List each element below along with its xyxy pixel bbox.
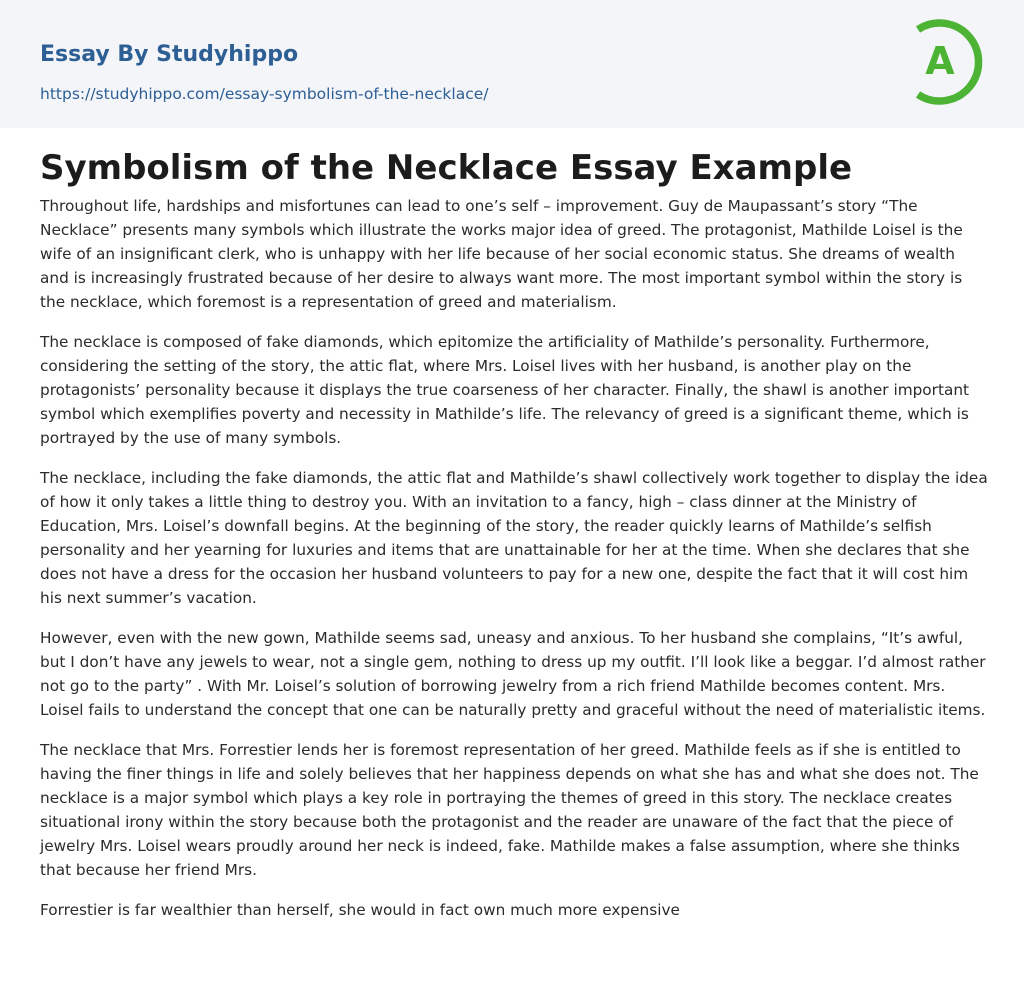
studyhippo-logo[interactable]: [912, 19, 986, 105]
essay-paragraph: The necklace is composed of fake diamonds, which epitomize the artificiality of Mathilde’s personality. Furthermore, considering the setting of the story, the attic flat, where Mrs. Loisel lives with her husband, is another play on the protagonists’ personality because it displays the true coarseness of her character. Finally, the shawl is another important symbol which exemplifies poverty and necessity in Mathilde’s life. The relevancy of greed is a significant theme, which is portrayed by the use of many symbols.: [40, 333, 970, 447]
essay-paragraph: Forrestier is far wealthier than herself, she would in fact own much more expensive: [40, 901, 680, 919]
essay-body: [40, 194, 988, 938]
logo-letter: A: [925, 39, 955, 83]
site-header: [0, 0, 1024, 128]
essay-paragraph: Throughout life, hardships and misfortunes can lead to one’s self – improvement. Guy de Maupassant’s story “The Necklace” presents many symbols which illustrate the works major idea of greed. The protagonist, Mathilde Loisel is the wife of an insignificant clerk, who is unhappy with her life because of her social economic status. She dreams of wealth and is increasingly frustrated because of her desire to always want more. The most important symbol within the story is the necklace, which foremost is a representation of greed and materialism.: [40, 197, 963, 311]
page-title: Symbolism of the Necklace Essay Example: [40, 148, 853, 188]
essay-paragraph: However, even with the new gown, Mathilde seems sad, uneasy and anxious. To her husband she complains, “It’s awful, but I don’t have any jewels to wear, not a single gem, nothing to dress up my outfit. I’ll look like a beggar. I’d almost rather not go to the party” . With Mr. Loisel’s solution of borrowing jewelry from a rich friend Mathilde becomes content. Mrs. Loisel fails to understand the concept that one can be naturally pretty and graceful without the need of materialistic items.: [40, 629, 986, 719]
page-url-link[interactable]: https://studyhippo.com/essay-symbolism-of-the-necklace/: [40, 85, 489, 103]
essay-paragraph: The necklace, including the fake diamonds, the attic flat and Mathilde’s shawl collectively work together to display the idea of how it only takes a little thing to destroy you. With an invitation to a fancy, high – class dinner at the Ministry of Education, Mrs. Loisel’s downfall begins. At the beginning of the story, the reader quickly learns of Mathilde’s selfish personality and her yearning for luxuries and items that are unattainable for her at the time. When she declares that she does not have a dress for the occasion her husband volunteers to pay for a new one, despite the fact that it will cost him his next summer’s vacation.: [40, 469, 988, 607]
essay-paragraph: The necklace that Mrs. Forrestier lends her is foremost representation of her greed. Mathilde feels as if she is entitled to having the finer things in life and solely believes that her happiness depends on what she has and what she does not. The necklace is a major symbol which plays a key role in portraying the themes of greed in this story. The necklace creates situational irony within the story because both the protagonist and the reader are unaware of the fact that the piece of jewelry Mrs. Loisel wears proudly around her neck is indeed, fake. Mathilde makes a false assumption, where she thinks that because her friend Mrs.: [40, 741, 979, 879]
site-title[interactable]: Essay By Studyhippo: [40, 42, 299, 67]
